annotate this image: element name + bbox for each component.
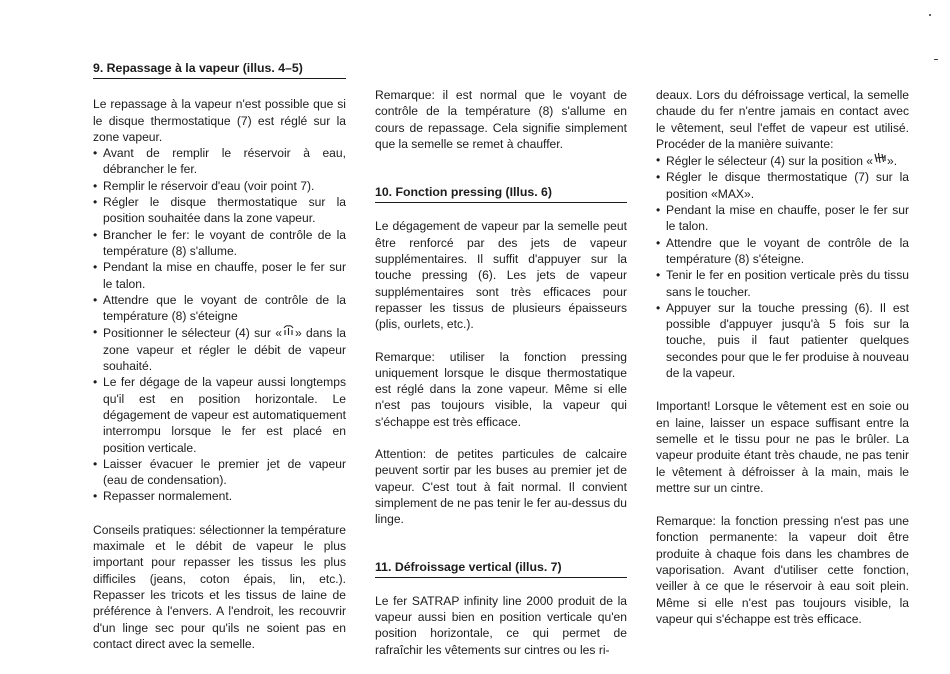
- paragraph-important: Important! Lorsque le vêtement est en soie ou en laine, laisser un espace suffisant entre la semelle et le tissu pour ne pas le brûler. La vapeur produite étant très chaude, ne pas tenir le vêtement à défroisser à la main, mais le mettre sur un cintre.: [656, 399, 909, 495]
- list-item: • Repasser normalement.: [93, 488, 346, 504]
- list-item: • Brancher le fer: le voyant de contrôle de la température (8) s'allume.: [93, 227, 346, 260]
- paragraph-pressing: Le dégagement de vapeur par la semelle peut être renforcé par des jets de vapeur supplémentaires. Il suffit d'appuyer sur la touche pressing (6). Les jets de vapeur supplémentaires sont très efficaces pour repasser les tissus de plusieurs épaisseurs (plis, ourlets, etc.).: [375, 219, 627, 332]
- list-item: • Laisser évacuer le premier jet de vapeur (eau de condensation).: [93, 456, 346, 489]
- paragraph-vertical: Le fer SATRAP infinity line 2000 produit de la vapeur aussi bien en position verticale qu'en position horizontale, ce qui permet de rafraîchir les vêtements sur cintres ou les ri-: [375, 593, 627, 657]
- section-heading-10: 10. Fonction pressing (Illus. 6): [375, 184, 627, 203]
- paragraph-remark: Remarque: il est normal que le voyant de contrôle de la température (8) s'allume en cours de repassage. Cela signifie simplement que la semelle se remet à chauffer.: [375, 88, 627, 151]
- list-item: • Attendre que le voyant de contrôle de la température (8) s'éteigne: [93, 292, 346, 325]
- list-item: • Remplir le réservoir d'eau (voir point 7).: [93, 178, 346, 194]
- list-item: • Pendant la mise en chauffe, poser le fer sur le talon.: [93, 259, 346, 292]
- list-item: • Le fer dégage de la vapeur aussi longtemps qu'il est en position horizontale. Le dégagement de vapeur est automatiquement interrompu lorsque le fer est placé en position verticale.: [93, 374, 346, 455]
- paragraph-pressing-attention: Attention: de petites particules de calcaire peuvent sortir par les buses au premier jet de vapeur. C'est tout à fait normal. Il convient simplement de ne pas tenir le fer au-dessus du linge.: [375, 447, 627, 527]
- vertical-steps-list: [656, 152, 909, 381]
- list-item: • Avant de remplir le réservoir à eau, débrancher le fer.: [93, 145, 346, 178]
- list-item: • Attendre que le voyant de contrôle de la température (8) s'éteigne.: [656, 235, 909, 268]
- list-item-selector: [656, 152, 909, 169]
- column-1: [93, 60, 346, 652]
- list-item: • Régler le disque thermostatique (7) sur la position «MAX».: [656, 169, 909, 202]
- list-item: • Appuyer sur la touche pressing (6). Il est possible d'appuyer jusqu'à 5 fois sur la touche, puis il faut patienter quelques secondes pour que le fer produise à nouveau de la vapeur.: [656, 300, 909, 381]
- selector-text-post: ».: [887, 154, 898, 169]
- steam-steps-list: [93, 145, 346, 505]
- paragraph-pressing-remark: Remarque: utiliser la fonction pressing uniquement lorsque le disque thermostatique est réglé dans la zone vapeur. Même si elle n'est pas toujours visible, la vapeur qui s'échappe est très efficace.: [375, 349, 627, 429]
- scan-speck: [934, 59, 938, 60]
- column-2: [375, 87, 627, 658]
- section-heading-9: 9. Repassage à la vapeur (illus. 4–5): [93, 60, 346, 79]
- paragraph-intro: Le repassage à la vapeur n'est possible que si le disque thermostatique (7) est réglé sur la zone vapeur.: [93, 97, 346, 144]
- paragraph-remark: Remarque: la fonction pressing n'est pas une fonction permanente: la vapeur doit être produite à chaque fois dans les chambres de vaporisation. Avant d'utiliser cette fonction, veiller à ce que le réservoir à eau soit plein. Même si elle n'est pas toujours visible, la vapeur qui s'échappe est très efficace.: [656, 514, 909, 626]
- steam-position-icon: [282, 324, 295, 341]
- list-item: • Tenir le fer en position verticale près du tissu sans le toucher.: [656, 267, 909, 300]
- section-heading-11: 11. Défroissage vertical (illus. 7): [375, 559, 627, 578]
- list-item-selector: [93, 324, 346, 374]
- column-3: [656, 87, 909, 627]
- paragraph-tips: Conseils pratiques: sélectionner la température maximale et le débit de vapeur le plus important pour repasser les tissus les plus difficiles (jeans, coton épais, lin, etc.). Repasser les tricots et les tissus de laine de préférence à l'envers. A l'endroit, les recouvrir d'un linge sec pour qu'ils ne soient pas en contact direct avec la semelle.: [93, 522, 346, 651]
- selector-text-pre: Régler le sélecteur (4) sur la position «: [666, 154, 874, 169]
- selector-text-post: » dans la zone vapeur et régler le débit de vapeur souhaité.: [103, 326, 346, 374]
- paragraph-vertical-cont: deaux. Lors du défroissage vertical, la semelle chaude du fer n'entre jamais en contact avec le vêtement, seul l'effet de vapeur est utilisé. Procéder de la manière suivante:: [656, 88, 909, 151]
- list-item: • Régler le disque thermostatique sur la position souhaitée dans la zone vapeur.: [93, 194, 346, 227]
- list-item: • Pendant la mise en chauffe, poser le fer sur le talon.: [656, 202, 909, 235]
- selector-text-pre: Positionner le sélecteur (4) sur «: [103, 326, 282, 341]
- vertical-steam-icon: [873, 152, 887, 169]
- scan-speck: [929, 14, 931, 16]
